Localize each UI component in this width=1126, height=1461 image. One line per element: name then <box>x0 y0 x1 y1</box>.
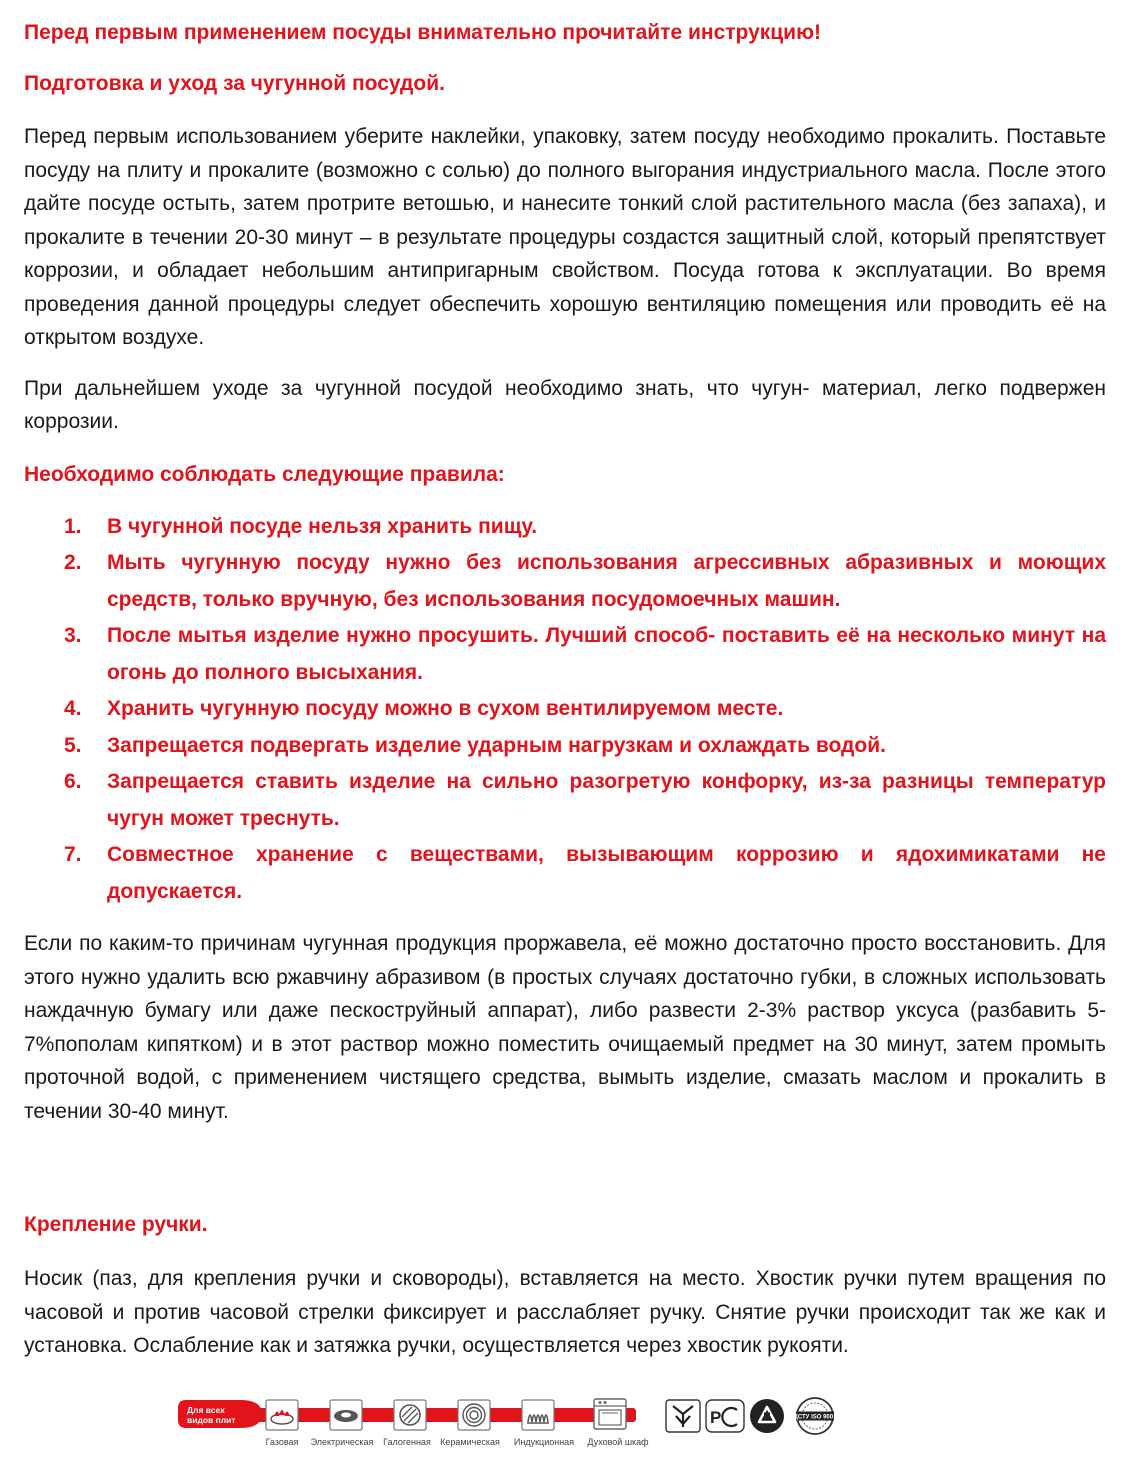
prep-paragraph: Перед первым использованием уберите наклейки, упаковку, затем посуду необходимо прокалить. Поставьте посуду на плиту и прокалите (возможно с солью) до полного выгорания индустриального масла. После этого дайте посуде остыть, затем протрите ветошью, и нанесите тонкий слой растительного масла (без запаха), и прокалите в течении 20-30 минут – в результате процедуры создастся защитный слой, который препятствует коррозии, и обладает небольшим антипригарным свойством. Посуда готова к эксплуатации. Во время проведения данной процедуры следует обеспечить хорошую вентиляцию помещения или проводить её на открытом воздухе. <box>24 125 1106 349</box>
electric-hob-icon <box>330 1400 362 1430</box>
rule-text: Мыть чугунную посуду нужно без использования агрессивных абразивных и моющих средств, только вручную, без использования посудомоечных машин. <box>107 551 1106 611</box>
handle-paragraph: Носик (паз, для крепления ручки и сковороды), вставляется на место. Хвостик ручки путем вращения по часовой и против часовой стрелки фиксирует и расслабляет ручку. Снятие ручки происходит так же как и установка. Ослабление как и затяжка ручки, осуществляется через хвостик рукояти. <box>24 1267 1106 1357</box>
rule-number: 4. <box>64 697 82 720</box>
gas-burner-icon <box>266 1400 298 1430</box>
svg-text:P: P <box>710 1408 722 1427</box>
rules-list <box>24 509 1106 911</box>
rule-item <box>24 764 1106 837</box>
rule-text: После мытья изделие нужно просушить. Лучший способ- поставить её на несколько минут на огонь до полного высыхания. <box>107 624 1106 684</box>
rule-item <box>24 728 1106 765</box>
seal-label: ДСТУ ISO 9001 <box>793 1414 837 1421</box>
badge-line2: видов плит <box>187 1415 236 1425</box>
badge-line1: Для всех <box>187 1405 225 1415</box>
rst-certification-mark-icon <box>706 1400 744 1432</box>
rule-text: Совместное хранение с веществами, вызывающим коррозию и ядохимикатами не допускается. <box>107 843 1106 903</box>
stove-label-halogen: Галогенная <box>383 1437 431 1447</box>
rules-heading: Необходимо соблюдать следующие правила: <box>24 462 505 486</box>
all-stoves-badge <box>178 1400 262 1428</box>
rule-text: Запрещается подвергать изделие ударным нагрузкам и охлаждать водой. <box>107 733 886 757</box>
ceramic-hob-icon <box>458 1400 490 1430</box>
rule-number: 6. <box>64 770 82 793</box>
rule-text: Хранить чугунную посуду можно в сухом вентилируемом месте. <box>107 697 784 720</box>
rule-item <box>24 691 1106 728</box>
stove-label-oven: Духовой шкаф <box>587 1437 649 1447</box>
rule-item <box>24 618 1106 691</box>
rule-item <box>24 545 1106 618</box>
stove-label-ceramic: Керамическая <box>440 1437 500 1447</box>
rule-number: 2. <box>64 551 82 574</box>
rule-number: 3. <box>64 624 82 647</box>
recycling-mark-icon <box>750 1399 784 1433</box>
induction-hob-icon <box>522 1400 554 1430</box>
stove-label-electric: Электрическая <box>310 1437 374 1447</box>
instruction-page <box>24 18 1106 1363</box>
rule-item <box>24 509 1106 546</box>
footer-badge-strip <box>178 1394 848 1450</box>
prep-heading: Подготовка и уход за чугунной посудой. <box>24 72 445 95</box>
rule-text: В чугунной посуде нельзя хранить пищу. <box>107 514 538 538</box>
handle-heading: Крепление ручки. <box>24 1213 208 1236</box>
stove-label-gas: Газовая <box>265 1437 299 1447</box>
rule-number: 7. <box>64 843 82 866</box>
rule-item <box>24 837 1106 910</box>
oven-icon <box>594 1399 626 1429</box>
stove-label-induction: Индукционная <box>513 1437 575 1447</box>
warning-heading: Перед первым применением посуды внимательно прочитайте инструкцию! <box>24 21 822 44</box>
rule-text: Запрещается ставить изделие на сильно разогретую конфорку, из-за разницы температур чугун может треснуть. <box>107 770 1106 830</box>
footer-badges <box>178 1394 848 1450</box>
rust-paragraph: Если по каким-то причинам чугунная продукция проржавела, её можно достаточно просто восстановить. Для этого нужно удалить всю ржавчину абразивом (в простых случаях достаточно губки, в сложных использовать наждачную бумагу или даже пескоструйный аппарат), либо развести 2-3% раствор уксуса (разбавить 5-7%пополам кипятком) и в этот раствор можно поместить очищаемый предмет на 30 минут, затем промыть проточной водой, с применением чистящего средства, вымыть изделие, смазать маслом и прокалить в течении 30-40 минут. <box>24 932 1106 1123</box>
rule-number: 1. <box>64 514 82 538</box>
halogen-hob-icon <box>394 1400 426 1430</box>
care-paragraph: При дальнейшем уходе за чугунной посудой необходимо знать, что чугун- материал, легко подвержен коррозии. <box>24 376 1106 433</box>
dstu-iso-9001-seal-icon <box>794 1398 838 1434</box>
ukrainian-conformity-mark-icon <box>666 1400 700 1432</box>
rule-number: 5. <box>64 733 82 757</box>
